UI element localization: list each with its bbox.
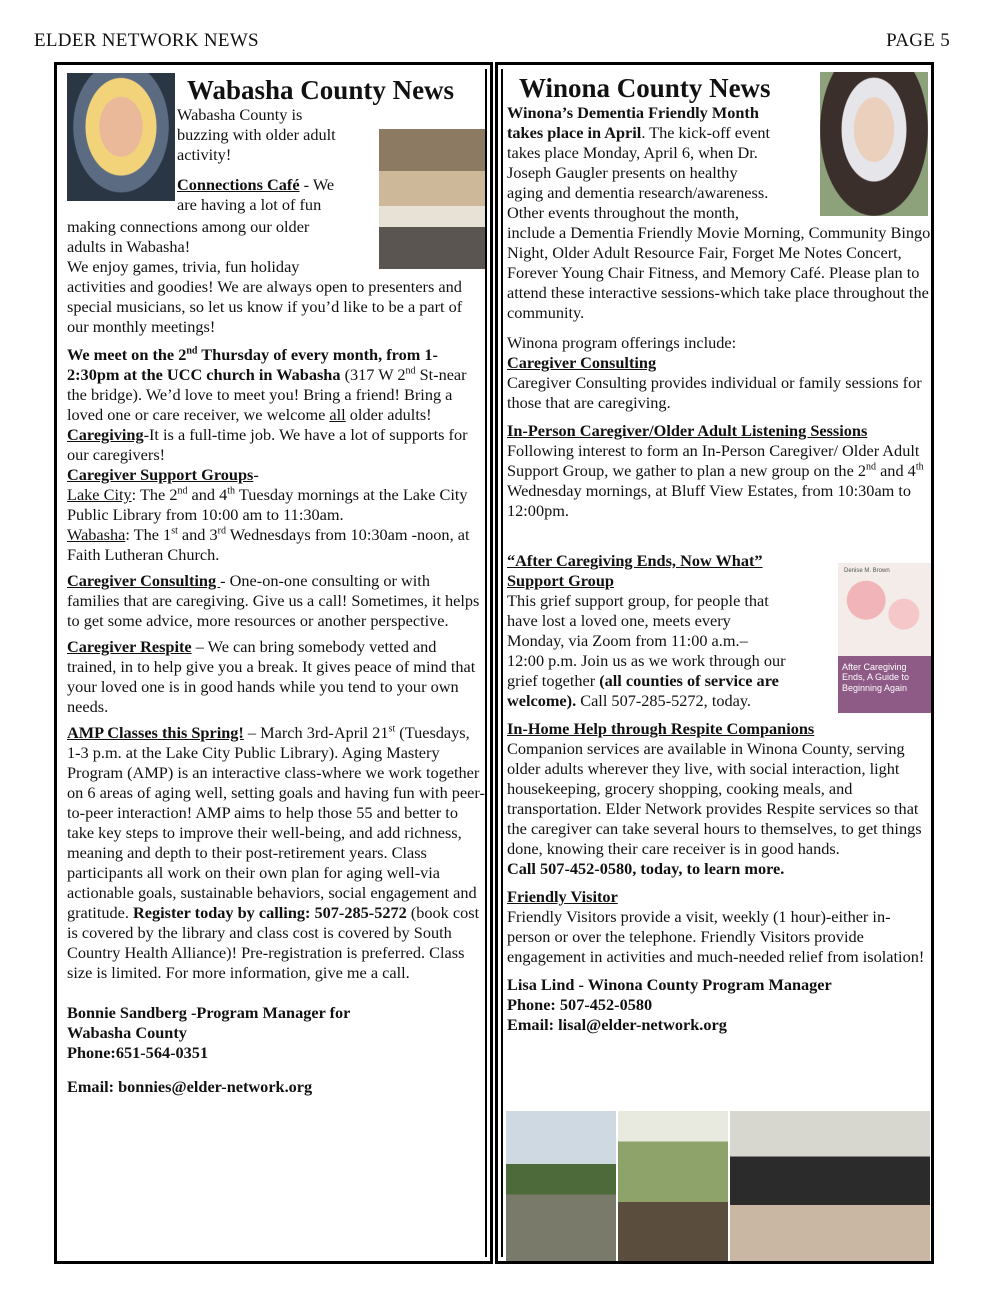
meeting-info: We meet on the 2nd Thursday of every month, from 1-2:30pm at the UCC church in Wabasha (317 W 2nd St-near the bridge). We’d love to meet you! Bring a friend! Bring a loved one or care receiver, we welcome all older adults! Caregiving-It is a full-time job. We have a lot of supports for our caregivers! Caregiver Support Groups- Lake City: The 2nd and 4th Tuesday mornings at the Lake City Public Library from 10:00 am to 11:30am. Wabasha: The 1st and 3rd Wednesdays from 10:30am -noon, at Faith Lutheran Church. <box>67 345 470 564</box>
winona-title: Winona County News <box>519 73 771 103</box>
connections-cafe-text: making connections among our older <box>67 217 310 236</box>
book-cover-photo <box>838 563 932 713</box>
in-home-help-heading: In-Home Help through Respite Companions <box>507 719 815 738</box>
contact-email: Email: bonnies@elder-network.org <box>67 1077 313 1096</box>
connections-cafe-text: adults in Wabasha! <box>67 237 191 256</box>
friendly-visitor-heading: Friendly Visitor <box>507 887 618 906</box>
lisa-portrait-photo <box>820 72 928 216</box>
listening-sessions-section: In-Person Caregiver/Older Adult Listening Sessions Following interest to form an In-Person Caregiver/ Older Adult Support Group, we gather to plan a new group on the 2nd and 4th Wednesday mornings, at Bluff View Estates, from 10:30am to 12:00pm. <box>507 421 931 521</box>
after-caregiving-heading: “After Caregiving Ends, Now What” <box>507 551 763 570</box>
dementia-month-lead: Winona’s Dementia Friendly Month takes place in April. The kick-off event takes place Monday, April 6, when Dr. Joseph Gaugler presents on healthy aging and dementia research/awareness. Other events throughout the month, <box>507 103 819 223</box>
page-number: PAGE 5 <box>886 30 950 51</box>
caregiving-heading: Caregiving <box>67 425 144 444</box>
winona-contact <box>507 975 931 1035</box>
bonnie-portrait-photo <box>67 73 175 201</box>
book-title: After Caregiving Ends, A Guide to Beginning Again <box>842 662 910 693</box>
amp-register-phone: Register today by calling: 507-285-5272 <box>133 903 407 922</box>
wabasha-label: Wabasha <box>67 525 126 544</box>
lake-city-label: Lake City <box>67 485 132 504</box>
winona-column-inner <box>501 69 931 1257</box>
in-home-help-call: Call 507-452-0580, today, to learn more. <box>507 859 785 878</box>
wabasha-intro-line: activity! <box>177 145 232 164</box>
group-photo-park-shelter <box>618 1111 728 1263</box>
connections-cafe-text: We enjoy games, trivia, fun holiday <box>67 257 300 276</box>
contact-name: Bonnie Sandberg -Program Manager for <box>67 1003 351 1022</box>
caregiver-consulting-heading: Caregiver Consulting <box>507 353 657 372</box>
after-caregiving-heading-2: Support Group <box>507 571 614 590</box>
connections-cafe-text: are having a lot of fun <box>177 195 322 214</box>
contact-email: Email: lisal@elder-network.org <box>507 1015 727 1034</box>
winona-column <box>495 62 934 1264</box>
caregiver-respite-heading: Caregiver Respite <box>67 637 192 656</box>
connections-cafe-heading: Connections Café <box>177 175 300 194</box>
support-groups-heading: Caregiver Support Groups <box>67 465 254 484</box>
connections-cafe-body <box>67 217 375 277</box>
connections-cafe-more: activities and goodies! We are always open to presenters and special musicians, so let us know if you’d like to be a part of our monthly meetings! <box>67 277 463 336</box>
program-offerings-intro: Winona program offerings include: <box>507 333 737 352</box>
book-author: Denise M. Brown <box>844 568 890 574</box>
listening-sessions-heading: In-Person Caregiver/Older Adult Listening Sessions <box>507 421 868 440</box>
group-photo-seniors <box>730 1111 930 1263</box>
connections-cafe-photo <box>379 129 485 269</box>
amp-classes-section: AMP Classes this Spring! – March 3rd-April 21st (Tuesdays, 1-3 p.m. at the Lake City Public Library). Aging Mastery Program (AMP) is an interactive class-where we work together on 6 areas of aging well, setting goals and having fun with peer-to-peer interaction! AMP aims to help those 55 and better to take key steps to improve their well-being, and add richness, meaning and depth to their post-retirement years. Class participants all work on their own plan for aging well-via actionable goals, sustainable behaviors, social engagement and gratitude. Register today by calling: 507-285-5272 (book cost is covered by the library and class cost is covered by South Country Health Alliance)! Pre-registration is preferred. Class size is limited. For more information, give me a call. <box>67 723 485 982</box>
caregiver-consulting-section: Caregiver Consulting Caregiver Consulting provides individual or family sessions for those that are caregiving. <box>507 353 931 413</box>
wabasha-intro-line: Wabasha County is <box>177 105 303 124</box>
caregiver-consulting-section: Caregiver Consulting - One-on-one consulting or with families that are caregiving. Give us a call! Sometimes, it helps to get some advice, more resources or another perspective. <box>67 571 480 630</box>
dementia-month-heading: Winona’s Dementia Friendly Month <box>507 103 759 122</box>
wabasha-intro-line: buzzing with older adult <box>177 125 336 144</box>
caregiver-consulting-heading: Caregiver Consulting <box>67 571 221 590</box>
wabasha-title: Wabasha County News <box>187 75 455 105</box>
contact-phone: Phone:651-564-0351 <box>67 1043 209 1062</box>
dementia-month-events: include a Dementia Friendly Movie Morning, Community Bingo Night, Older Adult Resource Fair, Forget Me Notes Concert, Forever Young Chair Fitness, and Memory Café. Please plan to attend these interactive sessions-which take place throughout the community. <box>507 223 931 322</box>
winona-lower-text <box>507 719 931 1035</box>
wabasha-main-text <box>67 277 485 1097</box>
connections-cafe-text: - We <box>299 175 335 194</box>
amp-classes-heading: AMP Classes this Spring! <box>67 723 244 742</box>
wabasha-contact <box>67 1003 485 1097</box>
friendly-visitor-section: Friendly Visitor Friendly Visitors provide a visit, weekly (1 hour)-either in-person or over the telephone. Friendly Visitors provide engagement in activities and much-needed relief from isolation! <box>507 887 931 967</box>
caregiving-text: -It is a full-time job. We have a lot of supports for our caregivers! <box>67 425 468 464</box>
contact-phone: Phone: 507-452-0580 <box>507 995 653 1014</box>
wabasha-column <box>54 62 493 1264</box>
connections-cafe-lead <box>177 175 377 215</box>
caregiver-respite-section: Caregiver Respite – We can bring somebody vetted and trained, in to help give you a break. It gives peace of mind that your loved one is in good hands while you tend to your own needs. <box>67 637 476 716</box>
in-home-help-section: In-Home Help through Respite Companions Companion services are available in Winona County, serving older adults wherever they live, with social interaction, light housekeeping, grocery shopping, cooking meals, and transportation. Elder Network provides Respite services so that the caregiver can take several hours to themselves, to get things done, knowing their care receiver is in good hands. Call 507-452-0580, today, to learn more. <box>507 719 931 879</box>
winona-main-text <box>507 223 931 527</box>
contact-county: Wabasha County <box>67 1023 187 1042</box>
after-caregiving-section: “After Caregiving Ends, Now What” Support Group This grief support group, for people that have lost a loved one, meets every Monday, via Zoom from 11:00 a.m.– 12:00 p.m. Join us as we work through our grief together (all counties of service are welcome). Call 507-285-5272, today. <box>507 551 837 711</box>
contact-name: Lisa Lind - Winona County Program Manager <box>507 975 832 994</box>
newsletter-name: ELDER NETWORK NEWS <box>34 30 259 51</box>
meeting-time: We meet on the 2nd Thursday of every month, from 1-2:30pm at the UCC church in Wabasha <box>67 345 438 384</box>
wabasha-intro <box>177 105 377 165</box>
wabasha-column-inner <box>63 69 487 1257</box>
group-photo-lakeside <box>506 1111 616 1263</box>
